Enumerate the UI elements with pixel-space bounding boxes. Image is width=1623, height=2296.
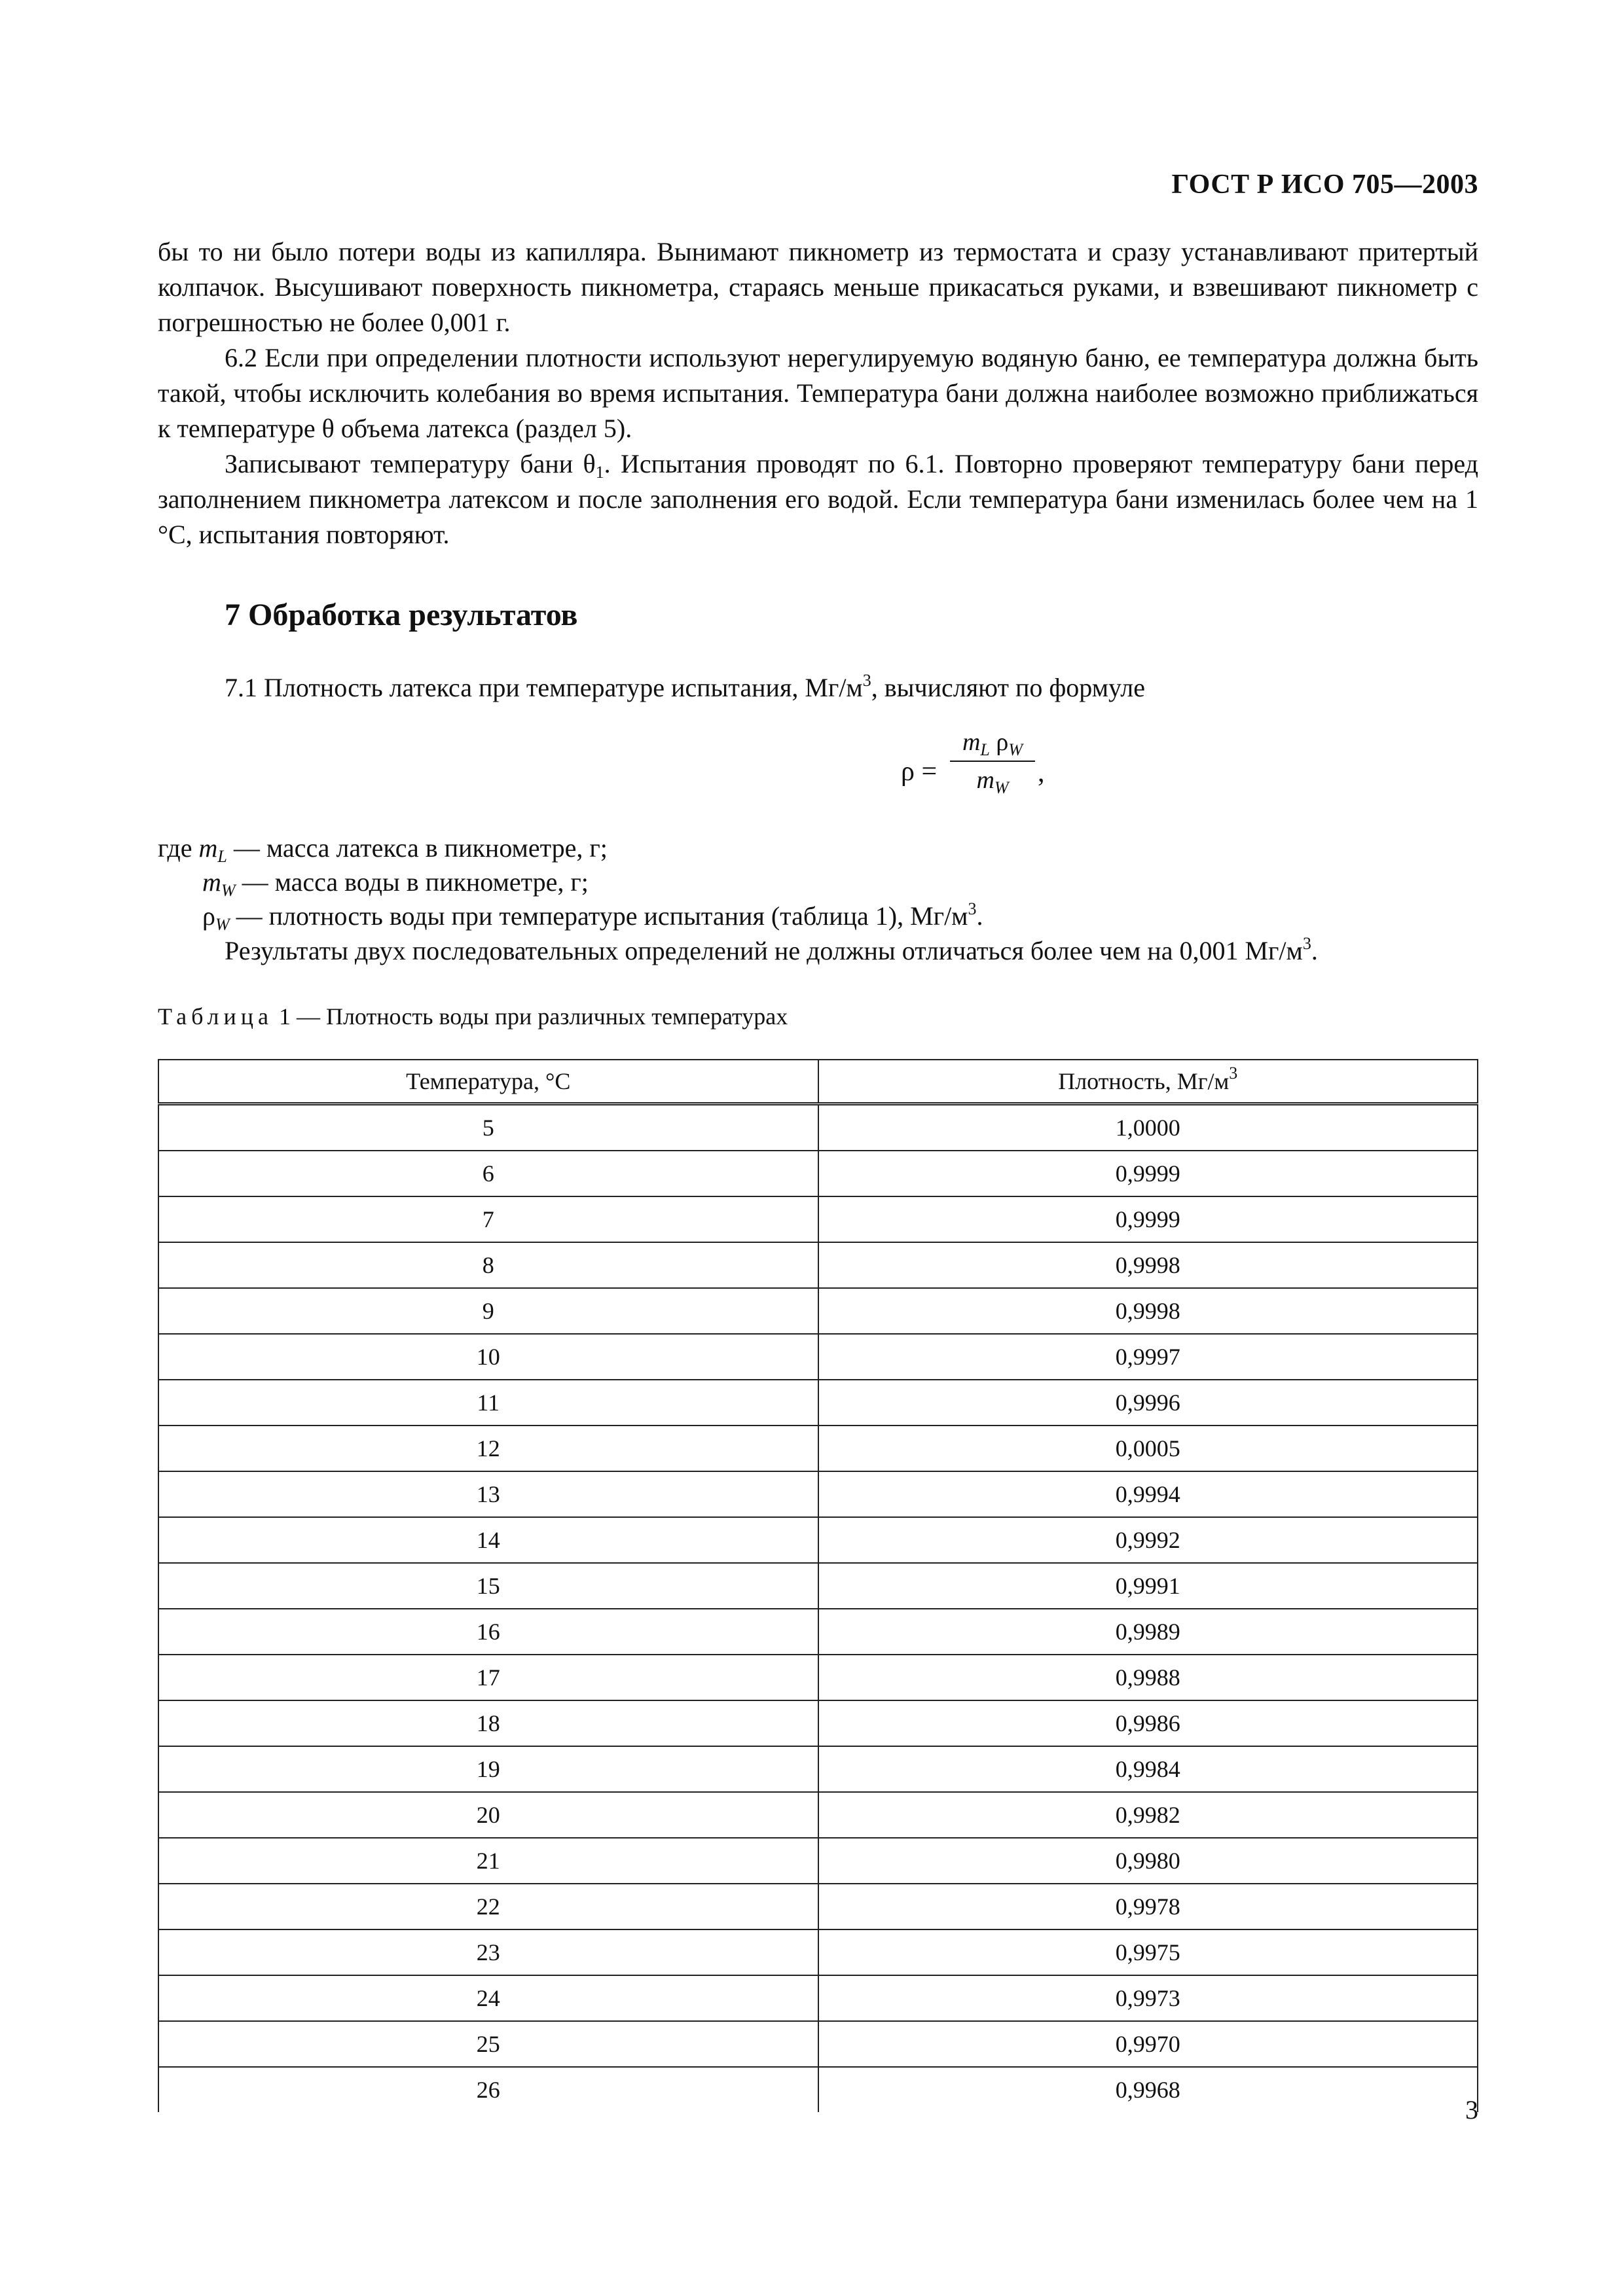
cell-density: 0,9999 xyxy=(818,1196,1478,1242)
cell-density: 0,9997 xyxy=(818,1334,1478,1380)
cell-density: 0,9984 xyxy=(818,1746,1478,1792)
table-caption: Таблица 1 — Плотность воды при различных температурах xyxy=(158,1003,788,1030)
cell-temperature: 16 xyxy=(158,1609,818,1655)
cell-density: 0,9998 xyxy=(818,1242,1478,1288)
section-heading: 7 Обработка результатов xyxy=(225,598,578,632)
cell-temperature: 5 xyxy=(158,1104,818,1151)
cell-temperature: 11 xyxy=(158,1380,818,1426)
cell-temperature: 20 xyxy=(158,1792,818,1838)
cell-density: 0,9986 xyxy=(818,1700,1478,1746)
cell-density: 0,9968 xyxy=(818,2067,1478,2112)
cell-density: 0,9998 xyxy=(818,1288,1478,1334)
column-header-temperature: Температура, °С xyxy=(158,1060,818,1104)
table-row xyxy=(158,1196,1478,1242)
table-row xyxy=(158,2067,1478,2112)
cell-density: 0,9978 xyxy=(818,1884,1478,1929)
table-row xyxy=(158,1151,1478,1196)
page-number: 3 xyxy=(1465,2095,1478,2125)
cell-density: 0,9989 xyxy=(818,1609,1478,1655)
formula-numerator: $m_L$ $\rho_W$ xyxy=(962,728,1023,759)
table-row xyxy=(158,2021,1478,2067)
table-body xyxy=(158,1104,1478,2113)
table-row xyxy=(158,1838,1478,1884)
table-row xyxy=(158,1563,1478,1609)
cell-temperature: 13 xyxy=(158,1471,818,1517)
cell-temperature: 9 xyxy=(158,1288,818,1334)
cell-temperature: 21 xyxy=(158,1838,818,1884)
table-row xyxy=(158,1517,1478,1563)
table-row xyxy=(158,1700,1478,1746)
cell-temperature: 22 xyxy=(158,1884,818,1929)
cell-density: 0,0005 xyxy=(818,1426,1478,1471)
table-row xyxy=(158,1471,1478,1517)
table-row xyxy=(158,1975,1478,2021)
table-row xyxy=(158,1609,1478,1655)
table-row xyxy=(158,1746,1478,1792)
cell-temperature: 26 xyxy=(158,2067,818,2112)
table-row xyxy=(158,1334,1478,1380)
table-row xyxy=(158,1288,1478,1334)
cell-density: 0,9988 xyxy=(818,1655,1478,1700)
paragraph-7-1: 7.1 Плотность латекса при температуре испытания, $Мг/м^3$, вычисляют по формуле xyxy=(225,671,1145,702)
cell-density: 0,9975 xyxy=(818,1929,1478,1975)
cell-temperature: 12 xyxy=(158,1426,818,1471)
formula-denominator: $m_W$ xyxy=(976,766,1009,797)
cell-temperature: 19 xyxy=(158,1746,818,1792)
results-requirement: Результаты двух последовательных определений не должны отличаться более чем на 0,001 $Мг/м^3$. xyxy=(225,934,1318,965)
cell-density: 0,9991 xyxy=(818,1563,1478,1609)
cell-temperature: 15 xyxy=(158,1563,818,1609)
formula-fraction xyxy=(950,725,1035,797)
table-row xyxy=(158,1380,1478,1426)
paragraph-6-2: 6.2 Если при определении плотности используют нерегулируемую водяную баню, ее температура должна быть такой, чтобы исключить колебания во время испытания. Температура бани должна наиболее возможно приближаться к температуре θ объема латекса (раздел 5). xyxy=(158,343,1478,443)
cell-temperature: 23 xyxy=(158,1929,818,1975)
cell-density: 0,9999 xyxy=(818,1151,1478,1196)
cell-temperature: 6 xyxy=(158,1151,818,1196)
table-row xyxy=(158,1792,1478,1838)
cell-density: 0,9994 xyxy=(818,1471,1478,1517)
paragraph-continuation: бы то ни было потери воды из капилляра. Вынимают пикнометр из термостата и сразу устанавливают притертый колпачок. Высушивают поверхность пикнометра, стараясь меньше прикасаться руками, и взвешивают пикнометр с погрешностью не более 0,001 г. xyxy=(158,237,1478,337)
definition-m-w: $m_W$ — масса воды в пикнометре, г; xyxy=(202,867,589,900)
table-row xyxy=(158,1242,1478,1288)
table-row xyxy=(158,1929,1478,1975)
cell-temperature: 25 xyxy=(158,2021,818,2067)
cell-density: 0,9973 xyxy=(818,1975,1478,2021)
fraction-bar xyxy=(950,761,1035,762)
column-header-density: Плотность, $Мг/м^3$ xyxy=(818,1060,1478,1104)
cell-temperature: 10 xyxy=(158,1334,818,1380)
cell-density: 0,9996 xyxy=(818,1380,1478,1426)
cell-temperature: 24 xyxy=(158,1975,818,2021)
table-row xyxy=(158,1884,1478,1929)
cell-density: 0,9982 xyxy=(818,1792,1478,1838)
definition-m-l: где $m_L$ — масса латекса в пикнометре, г; xyxy=(158,833,608,866)
formula-lhs: ρ = xyxy=(901,757,938,787)
table-row xyxy=(158,1104,1478,1151)
cell-temperature: 17 xyxy=(158,1655,818,1700)
document-body xyxy=(158,234,1478,2112)
cell-density: 1,0000 xyxy=(818,1104,1478,1151)
document-header: ГОСТ Р ИСО 705—2003 xyxy=(1171,170,1478,200)
table-row xyxy=(158,1426,1478,1471)
definition-rho-w: $\rho_W$ — плотность воды при температуре испытания (таблица 1), $Мг/м^3$. xyxy=(202,899,983,934)
variable-definitions xyxy=(158,831,1478,933)
cell-temperature: 8 xyxy=(158,1242,818,1288)
table-header-row xyxy=(158,1060,1478,1104)
cell-density: 0,9970 xyxy=(818,2021,1478,2067)
cell-density: 0,9980 xyxy=(818,1838,1478,1884)
density-formula: ρ = $m_L$ $\rho_W$ $m_W$ , xyxy=(158,721,1478,826)
cell-temperature: 18 xyxy=(158,1700,818,1746)
table-row xyxy=(158,1655,1478,1700)
cell-density: 0,9992 xyxy=(818,1517,1478,1563)
paragraph-bath-temperature: Записывают температуру бани $\theta_1$. Испытания проводят по 6.1. Повторно проверяют температуру бани перед заполнением пикнометра латексом и после заполнения его водой. Если температура бани изменилась более чем на 1 °С, испытания повторяют. xyxy=(158,449,1478,549)
cell-temperature: 7 xyxy=(158,1196,818,1242)
water-density-table xyxy=(158,1059,1478,2112)
cell-temperature: 14 xyxy=(158,1517,818,1563)
